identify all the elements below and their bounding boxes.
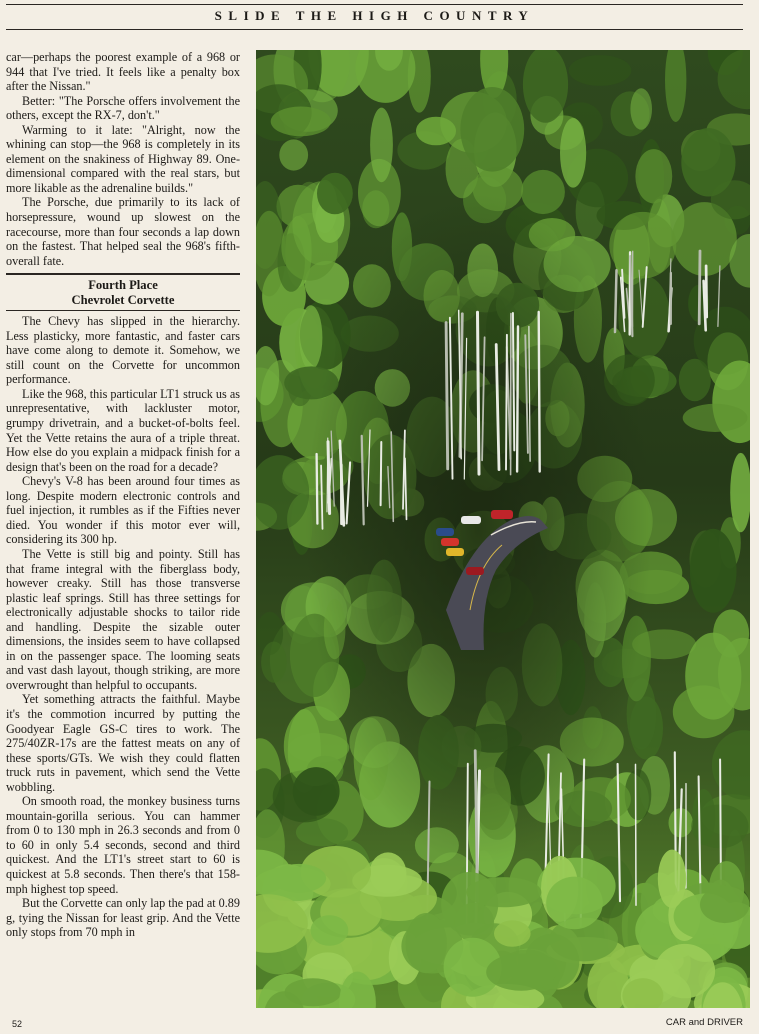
- paragraph: The Chevy has slipped in the hierarchy. Less plasticky, more fantastic, and faster cars have come along to demote it. Somehow, we still count on the Corvette for uncommon performance.: [6, 314, 240, 387]
- paragraph: The Vette is still big and pointy. Still has that frame integral with the fiberglass body, however creaky. Still has those transverse plastic leaf springs. Still has three settings for electronically adjustable shocks to tailor ride and handling. Despite the sizable outer dimensions, the insides seem to have collapsed in on the passenger space. The looming seats and vast dash layout, though striking, are more overwrought than helpful to occupants.: [6, 546, 240, 692]
- paragraph: car—perhaps the poorest example of a 968 or 944 that I've tried. It feels like a penalty box after the Nissan.": [6, 50, 240, 94]
- header-rule-bottom: [6, 29, 743, 30]
- magazine-name: CAR and DRIVER: [665, 1017, 743, 1028]
- paragraph: Warming to it late: "Alright, now the whining can stop—the 968 is completely in its element on the snakiness of Highway 89. One-dimensional compared with the real stars, but more likable as the adrenaline builds.": [6, 122, 240, 195]
- paragraph: On smooth road, the monkey business turns mountain-gorilla serious. You can hammer from 0 to 130 mph in 26.3 seconds and from 0 to 60 in only 5.4 seconds, second and third quickest. And the LT1's street start to 60 is quickest at 5.8 seconds. Then there's that 158-mph highest top speed.: [6, 794, 240, 896]
- section-rule: [6, 273, 240, 275]
- paragraph: Chevy's V-8 has been around four times as long. Despite modern electronic controls and fuel injection, it rumbles as if the Fifties never died. You wonder if this motor ever will, considering its 300 hp.: [6, 474, 240, 547]
- section-subhead-rank: Fourth Place: [88, 278, 158, 293]
- paragraph: Like the 968, this particular LT1 struck us as unrepresentative, with lackluster motor, grumpy drivetrain, and a bucket-of-bolts feel. Yet the Vette retains the aura of a triple threat. How else do you explain a midpack finish for a design that's been on the road for a decade?: [6, 386, 240, 474]
- section-rule-thin: [6, 310, 240, 311]
- aspen-forest-road-photo: [256, 50, 750, 1008]
- article-column: [6, 50, 240, 940]
- header-rule-top: [6, 4, 743, 5]
- section-subhead-car: Chevrolet Corvette: [71, 293, 175, 308]
- paragraph: Better: "The Porsche offers involvement the others, except the RX-7, don't.": [6, 93, 240, 123]
- running-header: SLIDE THE HIGH COUNTRY: [214, 8, 535, 23]
- paragraph: The Porsche, due primarily to its lack of horsepressure, wound up slowest on the racecourse, more than four seconds a lap down on the fastest. That helped seal the 968's fifth-overall fate.: [6, 195, 240, 268]
- paragraph: Yet something attracts the faithful. Maybe it's the commotion incurred by putting the Goodyear Eagle GS-C tires to work. The 275/40ZR-17s are the fattest meats on any of these sports/GTs. We wish they could flatten truck ruts in pavement, which send the Vette wobbling.: [6, 692, 240, 794]
- page-number: 52: [12, 1019, 23, 1029]
- paragraph: But the Corvette can only lap the pad at 0.89 g, tying the Nissan for least grip. And the Vette only stops from 70 mph in: [6, 896, 240, 940]
